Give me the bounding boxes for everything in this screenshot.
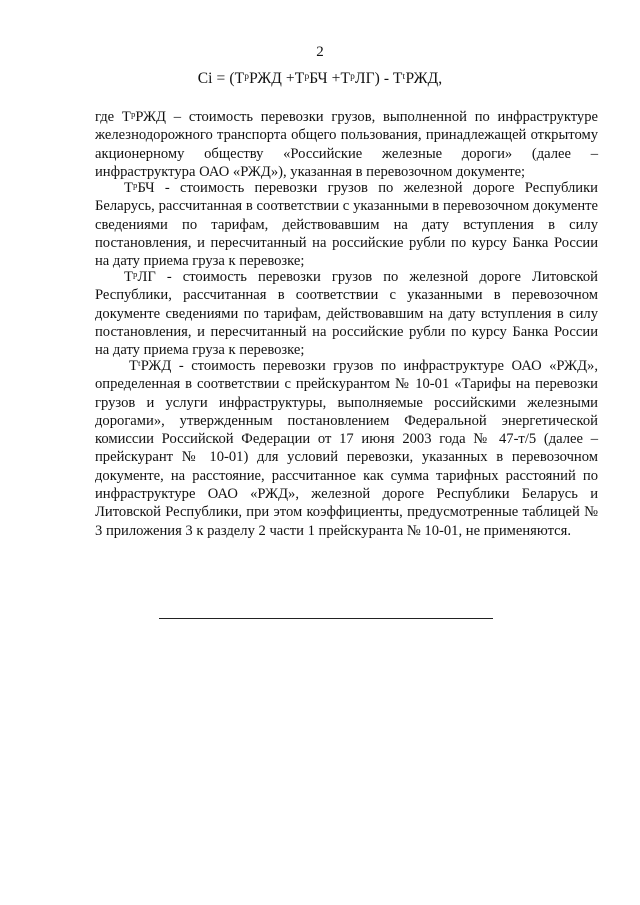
- closing-rule: [159, 618, 493, 619]
- page-number: 2: [316, 44, 324, 60]
- formula: Ci = (TᵖРЖД +TᵖБЧ +TᵖЛГ) - TᵗРЖД,: [197, 70, 443, 87]
- paragraph-lithuania-definition: TᵖЛГ - стоимость перевозки грузов по железной дороге Литовской Республики, рассчитанная в соответствии с указанными в перевозочном документе сведениями по тарифам, действовавшим на дату вступления в силу постановления, и пересчитанный на российские рубли по курсу Банка России на дату приема груза к перевозке;: [95, 269, 598, 359]
- paragraph-rzd-definition: где TᵖРЖД – стоимость перевозки грузов, выполненной по инфраструктуре железнодорожного транспорта общего пользования, принадлежащей открытому акционерному обществу «Российские железные дороги» (далее – инфраструктура ОАО «РЖД»), указанная в перевозочном документе;: [95, 109, 598, 180]
- paragraph-tariff-definition: TᵗРЖД - стоимость перевозки грузов по инфраструктуре ОАО «РЖД», определенная в соответствии с прейскурантом № 10-01 «Тарифы на перевозки грузов и услуги инфраструктуры, выполняемые российскими железными дорогами», утвержденным постановлением Федеральной энергетической комиссии Российской Федерации от 17 июня 2003 года № 47-т/5 (далее – прейскурант № 10-01) для условий перевозки, указанных в перевозочном документе, на расстояние, рассчитанное как сумма тарифных расстояний по инфраструктуре ОАО «РЖД», железной дороге Республики Беларусь и Литовской Республики, при этом коэффициенты, предусмотренные таблицей № 3 приложения 3 к разделу 2 части 1 прейскуранта № 10-01, не применяются.: [95, 358, 598, 539]
- paragraph-belarus-definition: TᵖБЧ - стоимость перевозки грузов по железной дороге Республики Беларусь, рассчитанная в соответствии с указанными в перевозочном документе сведениями по тарифам, действовавшим на дату вступления в силу постановления, и пересчитанный на российские рубли по курсу Банка России на дату приема груза к перевозке;: [95, 180, 598, 270]
